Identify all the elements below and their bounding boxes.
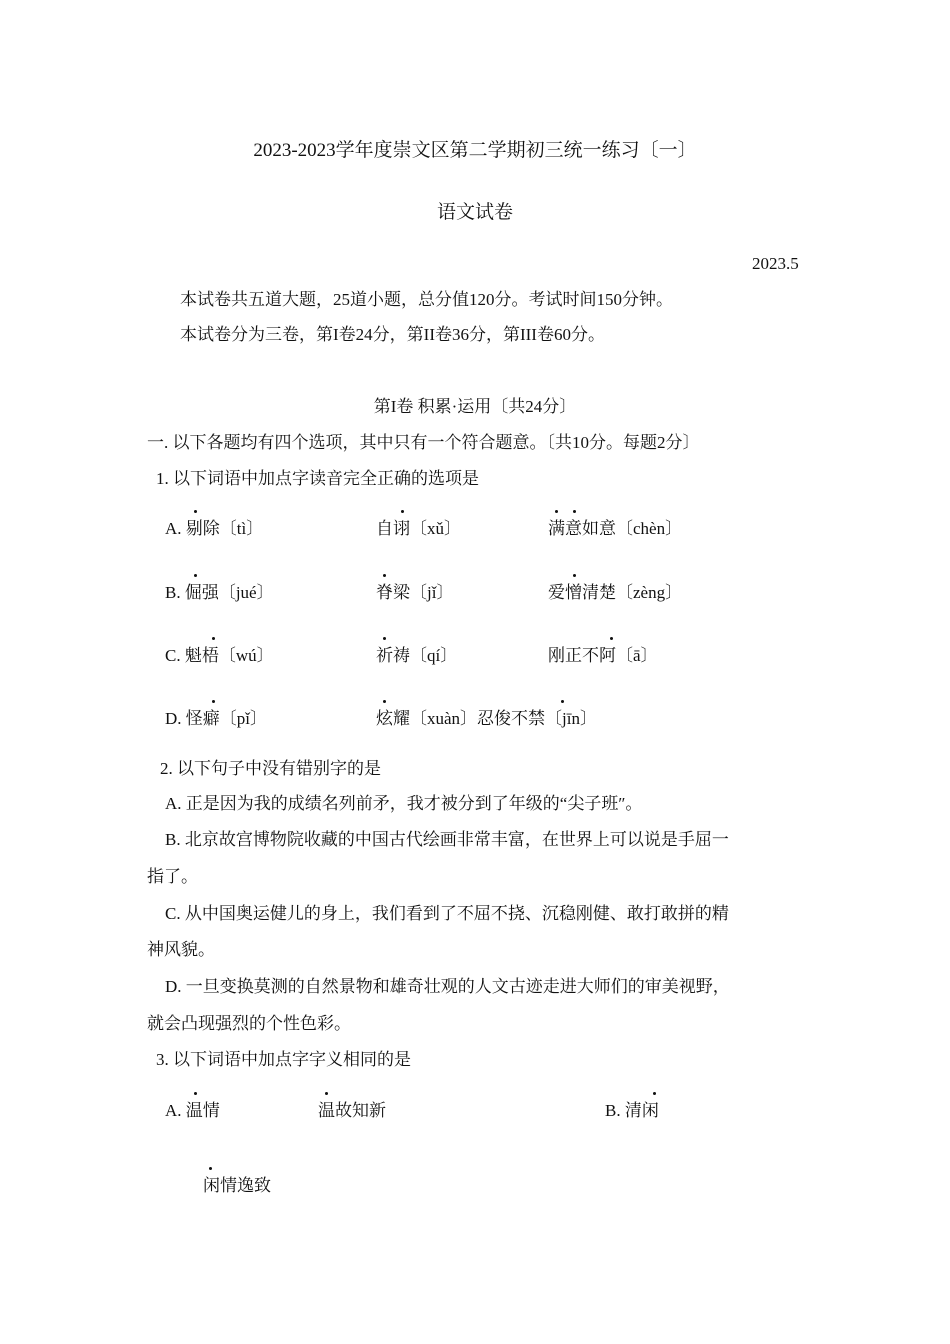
- emphasis-dot: [325, 1092, 328, 1095]
- emphasis-dot: [212, 700, 215, 703]
- emphasis-dot: [401, 510, 404, 513]
- emphasis-dot: [383, 700, 386, 703]
- q2-option-b-line-2: 指了。: [147, 867, 198, 886]
- emphasis-dot: [561, 700, 564, 703]
- q1-option-b-1: B. 倔强〔jué〕: [165, 583, 274, 602]
- q3-option-a-2: 温故知新: [318, 1101, 386, 1120]
- q2-option-d-line-1: D. 一旦变换莫测的自然景物和雄奇壮观的人文古迹走进大师们的审美视野，: [165, 977, 730, 996]
- q2-option-a: A. 正是因为我的成绩名列前矛，我才被分到了年级的“尖子班″。: [165, 794, 643, 813]
- q1-option-a-1: A. 剔除〔tì〕: [165, 519, 264, 538]
- q3-option-b-1: B. 清闲: [605, 1101, 659, 1120]
- section-heading: 第I卷 积累·运用〔共24分〕: [373, 397, 577, 416]
- emphasis-dot: [383, 637, 386, 640]
- emphasis-dot: [610, 637, 613, 640]
- emphasis-dot: [209, 1167, 212, 1170]
- intro-line-2: 本试卷分为三卷，第I卷24分，第II卷36分，第III卷60分。: [180, 325, 605, 344]
- q1-option-a-2: 自诩〔xǔ〕: [376, 519, 461, 538]
- emphasis-dot: [555, 510, 558, 513]
- emphasis-dot: [653, 1092, 656, 1095]
- q2-option-b-line-1: B. 北京故宫博物院收藏的中国古代绘画非常丰富，在世界上可以说是手屈一: [165, 830, 729, 849]
- q1-option-b-3: 爱憎清楚〔zèng〕: [548, 583, 683, 602]
- q2-option-c-line-1: C. 从中国奥运健儿的身上，我们看到了不屈不挠、沉稳刚健、敢打敢拼的精: [165, 904, 729, 923]
- q3-option-b-2: 闲情逸致: [203, 1176, 271, 1195]
- emphasis-dot: [194, 574, 197, 577]
- emphasis-dot: [194, 510, 197, 513]
- intro-line-1: 本试卷共五道大题，25道小题，总分值120分。考试时间150分钟。: [180, 290, 673, 309]
- q2-option-c-line-2: 神风貌。: [147, 940, 215, 959]
- q1-option-c-1: C. 魁梧〔wú〕: [165, 646, 274, 665]
- q1-option-b-2: 脊梁〔jǐ〕: [376, 583, 454, 602]
- emphasis-dot: [212, 637, 215, 640]
- q1-option-d-2: 炫耀〔xuàn〕忍俊不禁〔jīn〕: [376, 709, 597, 728]
- exam-subtitle: 语文试卷: [436, 202, 513, 223]
- emphasis-dot: [573, 510, 576, 513]
- q3-stem: 3. 以下词语中加点字字义相同的是: [156, 1050, 411, 1069]
- emphasis-dot: [383, 574, 386, 577]
- q1-stem: 1. 以下词语中加点字读音完全正确的选项是: [156, 469, 479, 488]
- exam-title: 2023-2023学年度崇文区第二学期初三统一练习〔一〕: [253, 140, 697, 161]
- q2-stem: 2. 以下句子中没有错别字的是: [160, 759, 381, 778]
- q2-option-d-line-2: 就会凸现强烈的个性色彩。: [147, 1014, 351, 1033]
- q1-option-d-1: D. 怪癖〔pǐ〕: [165, 709, 267, 728]
- q3-option-a-1: A. 温情: [165, 1101, 220, 1120]
- emphasis-dot: [194, 1092, 197, 1095]
- emphasis-dot: [573, 574, 576, 577]
- q1-option-c-2: 祈祷〔qí〕: [376, 646, 458, 665]
- exam-date: 2023.5: [752, 254, 799, 273]
- q1-option-c-3: 刚正不阿〔ā〕: [548, 646, 658, 665]
- q1-option-a-3: 满意如意〔chèn〕: [548, 519, 683, 538]
- part-heading: 一. 以下各题均有四个选项，其中只有一个符合题意。〔共10分。每题2分〕: [147, 433, 700, 452]
